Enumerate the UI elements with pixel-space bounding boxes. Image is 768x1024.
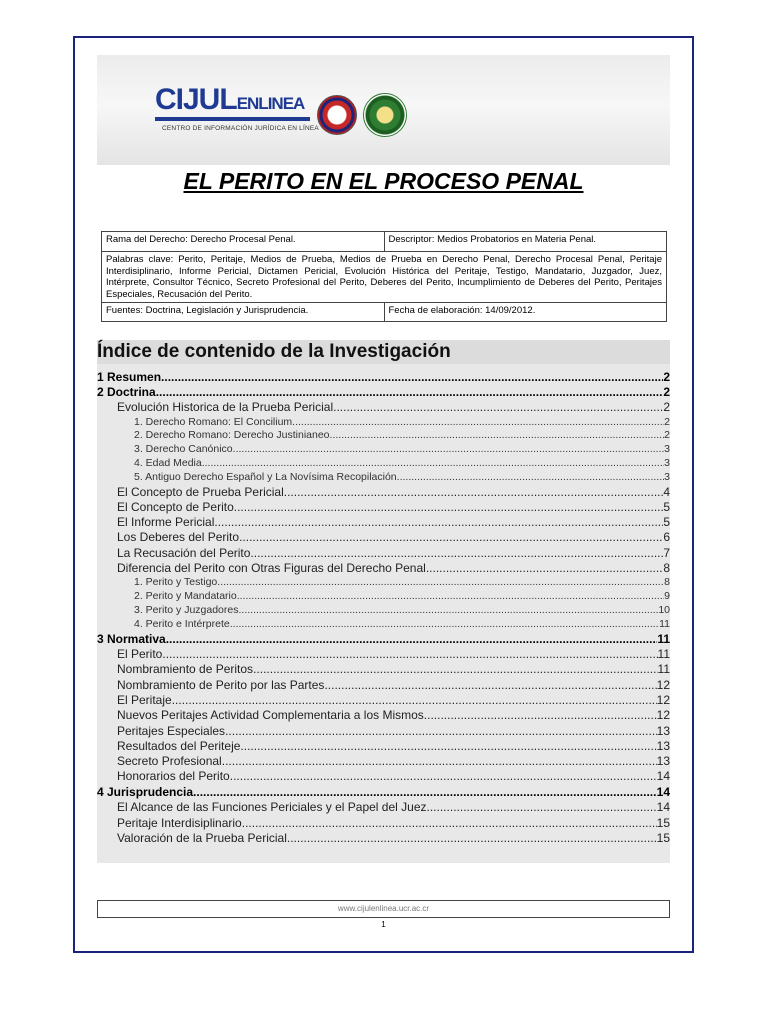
sources-cell: Fuentes: Doctrina, Legislación y Jurisprudencia. (102, 303, 385, 322)
toc-leader-dots (426, 561, 663, 576)
toc-entry-label: Honorarios del Perito (117, 769, 230, 784)
descriptor-cell: Descriptor: Medios Probatorios en Materia Penal. (384, 232, 667, 252)
toc-entry-label: 3 Normativa (97, 631, 166, 646)
toc-leader-dots (242, 816, 657, 831)
toc-entry-page: 2 (663, 400, 670, 415)
toc-entry[interactable] (97, 631, 670, 647)
toc-leader-dots (172, 693, 657, 708)
toc-entry-label: El Concepto de Prueba Pericial (117, 484, 284, 499)
toc-leader-dots (161, 370, 663, 385)
toc-leader-dots (240, 739, 656, 754)
toc-entry-label: Nombramiento de Peritos (117, 662, 254, 677)
toc-leader-dots (284, 485, 664, 500)
toc-entry[interactable] (97, 739, 670, 754)
keywords-cell: Palabras clave: Perito, Peritaje, Medios de Prueba, Medios de Prueba en Derecho Penal, Derecho Procesal Penal, Peritaje Interdisiplinario, Informe Pericial, Dictamen Pericial, Evolución Histórica del Peritaje, Testigo, Mandatario, Juzgador, Juez, Intérprete, Consultor Técnico, Secreto Profesional del Perito, Deberes del Perito, Incumplimiento de Deberes del Perito, Peritajes Especiales, Recusación del Perito. (102, 252, 667, 303)
toc-entry-page: 14 (656, 769, 670, 784)
metadata-table (101, 231, 667, 322)
toc-entry-label: 1. Perito y Testigo (134, 576, 218, 589)
toc-entry[interactable] (97, 500, 670, 515)
toc-entry-label: 4. Edad Media (134, 456, 202, 469)
toc-entry[interactable] (97, 815, 670, 830)
toc-entry-page: 12 (656, 677, 670, 692)
toc-entry-label: 2 Doctrina (97, 385, 156, 399)
toc-entry[interactable] (97, 723, 670, 738)
toc-entry-page: 11 (657, 662, 670, 677)
toc-entry-label: El Informe Pericial (117, 515, 215, 530)
document-title: EL PERITO EN EL PROCESO PENAL (183, 168, 584, 194)
toc-entry[interactable] (97, 662, 670, 677)
toc-entry-label: Resultados del Periteje (117, 738, 241, 753)
toc-entry[interactable] (97, 617, 670, 631)
toc-entry-page: 3 (664, 456, 670, 469)
logo-main: CIJUL (155, 83, 237, 116)
toc-leader-dots (238, 604, 658, 618)
toc-entry-label: La Recusación del Perito (117, 545, 251, 560)
toc-entry[interactable] (97, 769, 670, 784)
toc-entry-label: 3. Derecho Canónico (134, 443, 233, 456)
logo-suffix: ENLINEA (236, 94, 305, 113)
toc-entry-label: El Concepto de Perito (117, 499, 234, 514)
toc-entry-page: 15 (656, 815, 670, 830)
toc-entry-label: Peritaje Interdisiplinario (117, 815, 242, 830)
toc-entry-page: 2 (664, 429, 670, 442)
toc-entry-page: 5 (663, 499, 670, 514)
toc-entry-page: 4 (663, 484, 670, 499)
toc-leader-dots (237, 590, 664, 604)
toc-entry-page: 2 (663, 385, 670, 399)
toc-entry-page: 14 (656, 800, 670, 815)
toc-entry[interactable] (97, 754, 670, 769)
toc-entry-label: El Perito (117, 647, 163, 662)
toc-entry-label: 2. Perito y Mandatario (134, 590, 237, 603)
toc-entry[interactable] (97, 576, 670, 590)
toc-entry[interactable] (97, 470, 670, 484)
toc-entry[interactable] (97, 708, 670, 723)
toc-entry-label: Evolución Historica de la Prueba Pericial (117, 400, 334, 415)
toc-leader-dots (202, 457, 664, 471)
toc-entry[interactable] (97, 647, 670, 662)
toc-entry[interactable] (97, 604, 670, 618)
table-of-contents (97, 340, 670, 863)
toc-entry-page: 11 (659, 617, 670, 630)
toc-entry-label: El Peritaje (117, 692, 172, 707)
toc-entry-page: 11 (657, 647, 670, 662)
university-seal-icon (317, 95, 357, 135)
toc-entry-page: 3 (664, 470, 670, 483)
toc-leader-dots (193, 785, 657, 800)
header-banner (97, 55, 670, 165)
toc-entry-page: 13 (656, 738, 670, 753)
toc-entry-page: 13 (656, 754, 670, 769)
page-number: 1 (381, 920, 386, 929)
toc-entry-page: 3 (664, 443, 670, 456)
toc-entry[interactable] (97, 677, 670, 692)
toc-entry[interactable] (97, 530, 670, 545)
toc-leader-dots (324, 678, 656, 693)
toc-entry-page: 8 (664, 576, 670, 589)
toc-entry[interactable] (97, 369, 670, 385)
toc-entry-label: Diferencia del Perito con Otras Figuras del Derecho Penal (117, 561, 426, 576)
toc-entry-page: 14 (656, 784, 670, 799)
toc-entry[interactable] (97, 545, 670, 560)
toc-leader-dots (253, 662, 657, 677)
toc-entry[interactable] (97, 800, 670, 815)
toc-leader-dots (427, 800, 657, 815)
toc-entry-label: Nuevos Peritajes Actividad Complementaria a los Mismos (117, 708, 424, 723)
toc-entry-label: Peritajes Especiales (117, 723, 226, 738)
toc-leader-dots (166, 632, 658, 647)
toc-entry-label: Valoración de la Prueba Pericial (117, 830, 287, 845)
toc-entry-label: 4. Perito e Intérprete (134, 617, 230, 630)
toc-leader-dots (287, 831, 657, 846)
toc-entry-page: 11 (657, 631, 670, 646)
toc-entry-label: 2. Derecho Romano: Derecho Justinianeo (134, 429, 330, 442)
toc-entry[interactable] (97, 400, 670, 415)
toc-entry-label: 1 Resumen (97, 369, 162, 384)
college-seal-icon (363, 93, 407, 137)
toc-entry-label: 3. Perito y Juzgadores (134, 603, 239, 616)
toc-entry-label: 1. Derecho Romano: El Concilium (134, 415, 293, 428)
toc-heading: Índice de contenido de la Investigación (97, 340, 670, 364)
logo-underline (155, 117, 310, 121)
toc-entry[interactable] (97, 590, 670, 604)
toc-entry-page: 2 (664, 415, 670, 428)
toc-leader-dots (217, 576, 664, 590)
toc-entry-label: 5. Antiguo Derecho Español y La Novísima Recopilación (134, 470, 397, 483)
toc-entry-page: 8 (663, 561, 670, 576)
toc-entry[interactable] (97, 484, 670, 499)
toc-entry-page: 12 (656, 692, 670, 707)
toc-leader-dots (162, 647, 657, 662)
toc-entry-page: 7 (663, 545, 670, 560)
toc-leader-dots (222, 754, 657, 769)
date-cell: Fecha de elaboración: 14/09/2012. (384, 303, 667, 322)
toc-leader-dots (230, 618, 659, 632)
toc-entry[interactable] (97, 385, 670, 401)
toc-leader-dots (214, 515, 663, 530)
toc-entry-label: Secreto Profesional (117, 754, 222, 769)
toc-entry[interactable] (97, 443, 670, 457)
toc-leader-dots (233, 443, 665, 457)
toc-entry-label: 4 Jurisprudencia (97, 784, 194, 799)
toc-entry[interactable] (97, 831, 670, 846)
toc-leader-dots (330, 429, 665, 443)
toc-leader-dots (333, 400, 663, 415)
toc-leader-dots (250, 546, 663, 561)
toc-entry-page: 10 (658, 603, 670, 616)
toc-entry[interactable] (97, 415, 670, 429)
toc-leader-dots (292, 416, 664, 430)
toc-entry[interactable] (97, 784, 670, 800)
toc-leader-dots (230, 769, 657, 784)
toc-entry-page: 2 (663, 369, 670, 384)
cijul-logo (155, 83, 319, 143)
logo-text (155, 83, 304, 117)
toc-entry-page: 5 (663, 515, 670, 530)
toc-entry[interactable] (97, 561, 670, 576)
toc-entry[interactable] (97, 515, 670, 530)
toc-entry-page: 6 (663, 530, 670, 545)
toc-entry[interactable] (97, 457, 670, 471)
toc-leader-dots (424, 708, 657, 723)
toc-entry-page: 13 (656, 723, 670, 738)
toc-entry-label: Los Deberes del Perito (117, 530, 240, 545)
toc-entry-page: 15 (656, 830, 670, 845)
toc-leader-dots (225, 724, 657, 739)
toc-entry-label: Nombramiento de Perito por las Partes (117, 677, 325, 692)
toc-entry[interactable] (97, 693, 670, 708)
toc-leader-dots (239, 530, 663, 545)
toc-entry-label: El Alcance de las Funciones Periciales y el Papel del Juez (117, 800, 427, 815)
toc-entry-page: 9 (664, 590, 670, 603)
toc-leader-dots (156, 385, 664, 400)
toc-leader-dots (397, 471, 665, 485)
logo-subtitle: CENTRO DE INFORMACIÓN JURÍDICA EN LÍNEA (162, 125, 319, 132)
toc-list (97, 369, 670, 846)
toc-entry-page: 12 (656, 708, 670, 723)
toc-entry[interactable] (97, 429, 670, 443)
footer-url[interactable]: www.cijulenlinea.ucr.ac.cr (97, 900, 670, 918)
toc-leader-dots (234, 500, 664, 515)
rama-cell: Rama del Derecho: Derecho Procesal Penal. (102, 232, 385, 252)
